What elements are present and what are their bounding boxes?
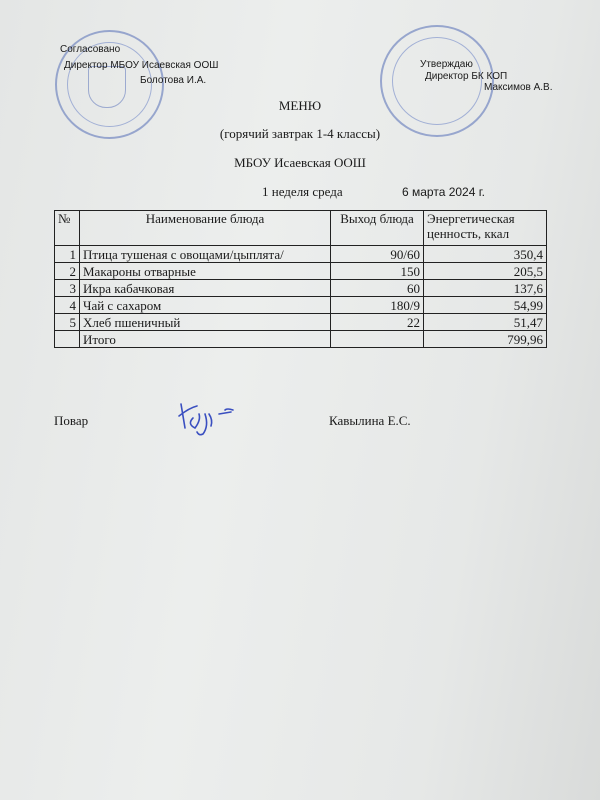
row-output: 90/60 bbox=[331, 246, 424, 263]
table-row bbox=[55, 314, 547, 331]
row-output: 150 bbox=[331, 263, 424, 280]
row-dish-name: Хлеб пшеничный bbox=[80, 314, 331, 331]
approval-right-line2: Директор БК КОП bbox=[425, 71, 508, 82]
row-dish-name: Икра кабачковая bbox=[80, 280, 331, 297]
row-number: 5 bbox=[55, 314, 80, 331]
row-number: 3 bbox=[55, 280, 80, 297]
row-energy: 54,99 bbox=[424, 297, 547, 314]
header-number: № bbox=[55, 211, 80, 246]
document-title: МЕНЮ bbox=[278, 98, 322, 113]
row-dish-name: Птица тушеная с овощами/цыплята/ bbox=[80, 246, 331, 263]
table-header-row bbox=[55, 211, 547, 246]
row-dish-name: Чай с сахаром bbox=[80, 297, 331, 314]
table-row bbox=[55, 246, 547, 263]
header-dish-name: Наименование блюда bbox=[80, 211, 331, 246]
table-row bbox=[55, 263, 547, 280]
approval-right-line3: Максимов А.В. bbox=[484, 82, 553, 93]
table-row bbox=[55, 280, 547, 297]
total-value: 799,96 bbox=[424, 331, 547, 348]
row-output: 22 bbox=[331, 314, 424, 331]
school-name: МБОУ Исаевская ООШ bbox=[234, 155, 366, 170]
document-subtitle: (горячий завтрак 1-4 классы) bbox=[219, 126, 381, 141]
menu-table bbox=[54, 210, 547, 348]
row-number: 4 bbox=[55, 297, 80, 314]
table-row bbox=[55, 297, 547, 314]
week-day: 1 неделя среда bbox=[262, 184, 343, 199]
menu-date: 6 марта 2024 г. bbox=[402, 185, 485, 199]
header-output: Выход блюда bbox=[331, 211, 424, 246]
row-number: 2 bbox=[55, 263, 80, 280]
row-energy: 137,6 bbox=[424, 280, 547, 297]
footer-role: Повар bbox=[54, 413, 89, 428]
row-energy: 205,5 bbox=[424, 263, 547, 280]
total-empty-output bbox=[331, 331, 424, 348]
footer-name: Кавылина Е.С. bbox=[329, 413, 411, 428]
total-empty-cell bbox=[55, 331, 80, 348]
header-energy: Энергетическая ценность, ккал bbox=[424, 211, 547, 246]
approval-right-line1: Утверждаю bbox=[420, 59, 473, 70]
row-energy: 51,47 bbox=[424, 314, 547, 331]
approval-left-line2: Директор МБОУ Исаевская ООШ bbox=[64, 60, 219, 71]
row-number: 1 bbox=[55, 246, 80, 263]
signature-mark bbox=[175, 398, 255, 438]
row-energy: 350,4 bbox=[424, 246, 547, 263]
table-total-row bbox=[55, 331, 547, 348]
total-label: Итого bbox=[80, 331, 331, 348]
approval-left-line3: Болотова И.А. bbox=[140, 75, 207, 86]
row-dish-name: Макароны отварные bbox=[80, 263, 331, 280]
row-output: 60 bbox=[331, 280, 424, 297]
row-output: 180/9 bbox=[331, 297, 424, 314]
approval-left-line1: Согласовано bbox=[60, 44, 121, 55]
